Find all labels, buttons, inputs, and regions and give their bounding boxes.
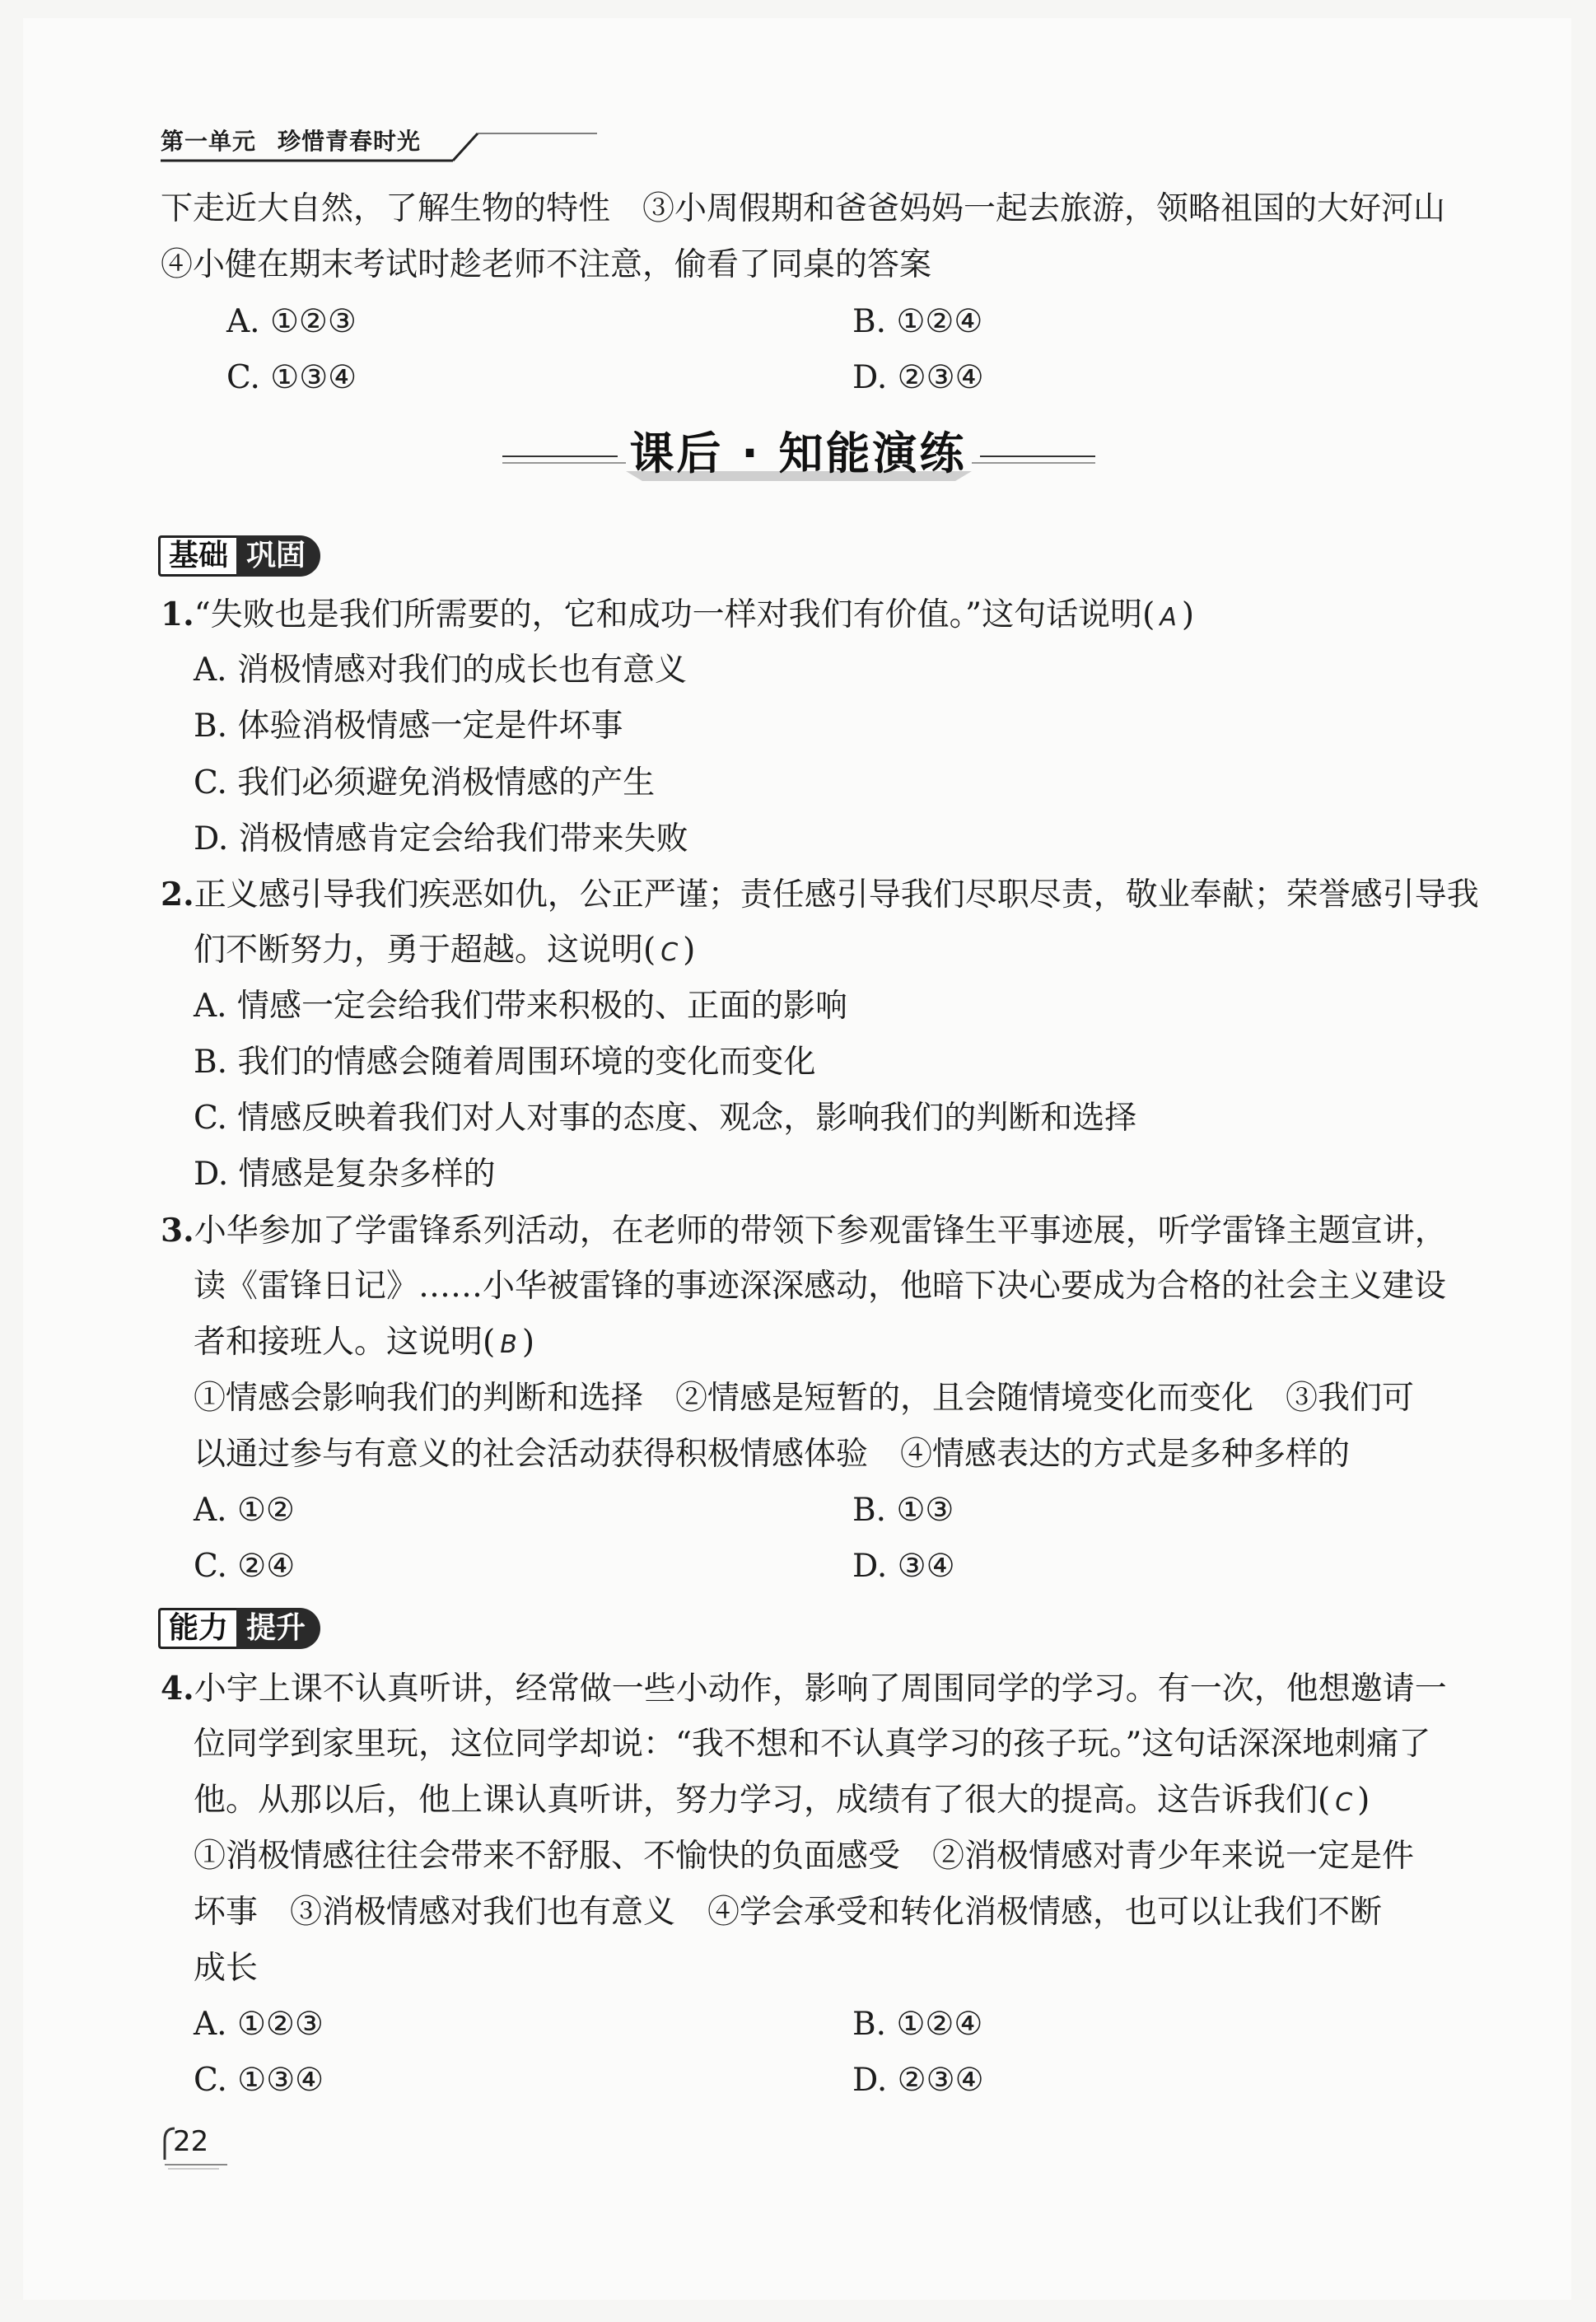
section-tag-basic: [158, 535, 320, 577]
q4-option-a: A. ①②③: [194, 2006, 324, 2043]
prev-option-a: A. ①②③: [226, 303, 357, 340]
prev-option-b: B. ①②④: [852, 303, 983, 340]
q1-number: 1.: [161, 596, 194, 633]
q1-answer: A: [1160, 603, 1177, 632]
q3-close: ): [521, 1324, 535, 1361]
q4-option-b: B. ①②④: [852, 2006, 983, 2043]
q2-answer: C: [660, 938, 679, 967]
q4-items-3: 成长: [194, 1950, 259, 1987]
tag-ability-2: 提升: [236, 1608, 320, 1649]
q4-line-1: [161, 1667, 1447, 1711]
q2-text-1: 正义感引导我们疾恶如仇，公正严谨；责任感引导我们尽职尽责，敬业奉献；荣誉感引导我: [194, 876, 1479, 913]
prev-option-d: D. ②③④: [852, 359, 984, 396]
q1-option-c: C. 我们必须避免消极情感的产生: [194, 764, 656, 801]
q2-option-b: B. 我们的情感会随着周围环境的变化而变化: [194, 1044, 816, 1081]
q4-items-2: 坏事 ③消极情感对我们也有意义 ④学会承受和转化消极情感，也可以让我们不断: [194, 1894, 1383, 1931]
q4-option-d: D. ②③④: [852, 2062, 984, 2099]
prev-line-2: ④小健在期末考试时趁老师不注意，偷看了同桌的答案: [161, 246, 932, 283]
unit-title: 珍惜青春时光: [278, 128, 422, 155]
q3-text-1: 小华参加了学雷锋系列活动，在老师的带领下参观雷锋生平事迹展，听学雷锋主题宣讲，: [194, 1212, 1447, 1250]
q3-option-b: B. ①③: [852, 1492, 954, 1529]
q4-line-3: [194, 1779, 1370, 1824]
q4-option-c: C. ①③④: [194, 2062, 324, 2099]
q2-number: 2.: [161, 876, 194, 913]
q2-line-2: [194, 929, 695, 974]
q4-items-1: ①消极情感往往会带来不舒服、不愉快的负面感受 ②消极情感对青少年来说一定是件: [194, 1838, 1415, 1875]
q1-option-a: A. 消极情感对我们的成长也有意义: [194, 652, 687, 689]
q1-text: “失败也是我们所需要的，它和成功一样对我们有价值。”这句话说明(: [194, 596, 1155, 633]
q3-option-d: D. ③④: [852, 1548, 955, 1585]
q3-items-2: 以通过参与有意义的社会活动获得积极情感体验 ④情感表达的方式是多种多样的: [194, 1436, 1351, 1473]
q2-option-a: A. 情感一定会给我们带来积极的、正面的影响: [194, 988, 847, 1025]
section-tag-ability: [158, 1608, 320, 1649]
q1-stem: [161, 593, 1194, 639]
q1-option-d: D. 消极情感肯定会给我们带来失败: [194, 820, 688, 857]
q4-text-1: 小宇上课不认真听讲，经常做一些小动作，影响了周围同学的学习。有一次，他想邀请一: [194, 1670, 1447, 1708]
section-banner: 课后 · 知能演练: [629, 427, 967, 479]
q3-answer: B: [500, 1330, 517, 1359]
q3-items-1: ①情感会影响我们的判断和选择 ②情感是短暂的，且会随情境变化而变化 ③我们可: [194, 1380, 1415, 1417]
unit-label: 第一单元: [161, 128, 257, 155]
q3-line-3: [194, 1321, 534, 1367]
q4-line-2: 位同学到家里玩，这位同学却说：“我不想和不认真学习的孩子玩。”这句话深深地刺痛了: [194, 1726, 1431, 1763]
q2-close: ): [683, 932, 696, 969]
q4-answer: C: [1335, 1788, 1353, 1817]
q2-option-c: C. 情感反映着我们对人对事的态度、观念，影响我们的判断和选择: [194, 1100, 1137, 1137]
q2-line-1: [161, 873, 1479, 917]
prev-option-c: C. ①③④: [226, 359, 357, 396]
tag-basic-1: 基础: [158, 535, 236, 577]
q3-number: 3.: [161, 1212, 194, 1250]
q3-option-c: C. ②④: [194, 1548, 296, 1585]
q2-option-d: D. 情感是复杂多样的: [194, 1156, 496, 1193]
prev-line-1: 下走近大自然，了解生物的特性 ③小周假期和爸爸妈妈一起去旅游，领略祖国的大好河山: [161, 190, 1446, 227]
tag-basic-2: 巩固: [236, 535, 320, 577]
q2-text-2: 们不断努力，勇于超越。这说明(: [194, 932, 656, 969]
q4-text-3: 他。从那以后，他上课认真听讲，努力学习，成绩有了很大的提高。这告诉我们(: [194, 1782, 1331, 1819]
q3-line-1: [161, 1209, 1447, 1253]
q4-number: 4.: [161, 1670, 194, 1708]
header-rule: [161, 124, 622, 165]
q4-close: ): [1357, 1782, 1370, 1819]
page-number: 22: [173, 2125, 209, 2158]
q3-line-2: 读《雷锋日记》……小华被雷锋的事迹深深感动，他暗下决心要成为合格的社会主义建设: [194, 1268, 1447, 1305]
q1-option-b: B. 体验消极情感一定是件坏事: [194, 708, 623, 745]
q1-close: ): [1181, 596, 1195, 633]
tag-ability-1: 能力: [158, 1608, 236, 1649]
q3-text-3: 者和接班人。这说明(: [194, 1324, 496, 1361]
q3-option-a: A. ①②: [194, 1492, 295, 1529]
